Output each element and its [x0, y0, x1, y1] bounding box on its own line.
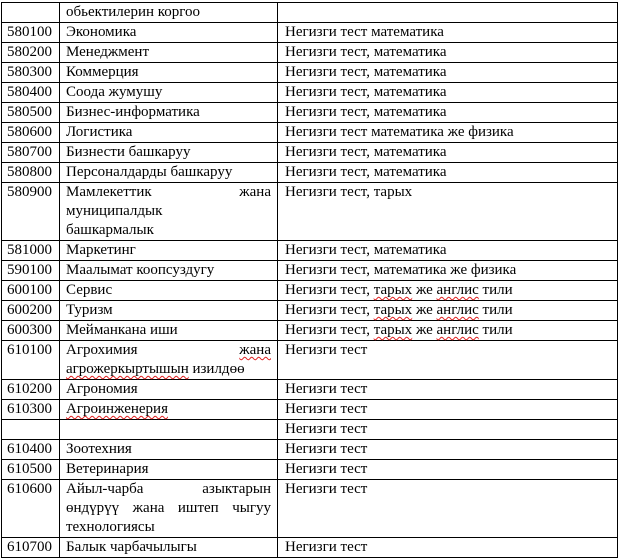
- text-segment: Негизги тест, математика же физика: [285, 262, 517, 278]
- text-segment: Персоналдарды башкаруу: [66, 164, 233, 180]
- name-line: [66, 380, 271, 399]
- requirement-cell: [278, 380, 618, 400]
- code-cell: [2, 3, 60, 23]
- table-row: [2, 380, 618, 400]
- text-segment: Негизги тест,: [285, 322, 374, 338]
- name-cell: [60, 400, 278, 420]
- text-segment: Бизнести башкаруу: [66, 144, 191, 160]
- name-line: [66, 63, 271, 82]
- text-segment: Негизги тест: [285, 401, 368, 417]
- misspelled-word: англис: [436, 322, 479, 338]
- text-segment: Экономика: [66, 24, 137, 40]
- misspelled-word: тарых: [373, 282, 413, 298]
- requirement-cell: [278, 83, 618, 103]
- text-segment: Маалымат коопсуздугу: [66, 262, 215, 278]
- requirement-cell: [278, 261, 618, 281]
- text-segment: Негизги тест,: [285, 302, 374, 318]
- requirement-cell: [278, 321, 618, 341]
- text-segment: Логистика: [66, 124, 133, 140]
- text-segment: Туризм: [66, 302, 113, 318]
- code-cell: 580200: [2, 43, 60, 63]
- requirement-cell: [278, 3, 618, 23]
- code-cell: 590100: [2, 261, 60, 281]
- name-line: [66, 460, 271, 479]
- misspelled-word: англис: [436, 302, 479, 318]
- text-segment: Негизги тест, математика: [285, 164, 447, 180]
- name-cell: [60, 538, 278, 558]
- text-segment: Ветеринария: [66, 461, 149, 477]
- text-segment: Негизги тест: [285, 421, 368, 437]
- text-segment: Маркетинг: [66, 242, 136, 258]
- name-cell: [60, 103, 278, 123]
- text-segment: же: [412, 282, 437, 298]
- code-cell: 581000: [2, 241, 60, 261]
- text-segment: Зоотехния: [66, 441, 132, 457]
- table-row: [2, 183, 618, 241]
- name-cell: [60, 301, 278, 321]
- code-cell: 600100: [2, 281, 60, 301]
- name-cell: [60, 143, 278, 163]
- text-segment: Негизги тест, тарых: [285, 184, 413, 200]
- text-segment: Бизнес-информатика: [66, 104, 200, 120]
- name-cell: [60, 83, 278, 103]
- name-line: [66, 341, 271, 360]
- text-segment: өндүрүү жана иштеп чыгуу: [66, 500, 271, 516]
- document-page: [0, 2, 618, 555]
- text-segment: Айыл-чарба азыктарын: [66, 481, 271, 497]
- text-segment: Коммерция: [66, 64, 139, 80]
- requirement-cell: [278, 420, 618, 440]
- text-segment: Мейманкана иши: [66, 322, 178, 338]
- requirement-cell: [278, 341, 618, 380]
- text-segment: тили: [478, 322, 513, 338]
- requirement-cell: [278, 241, 618, 261]
- name-line: [66, 261, 271, 280]
- code-cell: 580400: [2, 83, 60, 103]
- code-cell: 610700: [2, 538, 60, 558]
- name-cell: [60, 163, 278, 183]
- name-cell: [60, 241, 278, 261]
- table-row: [2, 163, 618, 183]
- table-row: [2, 321, 618, 341]
- name-line: [66, 83, 271, 102]
- requirement-cell: [278, 163, 618, 183]
- text-segment: Негизги тест математика же физика: [285, 124, 514, 140]
- text-segment: тили: [478, 282, 513, 298]
- text-segment: технологиясы: [66, 519, 155, 535]
- text-segment: Негизги тест: [285, 539, 368, 555]
- requirement-cell: [278, 301, 618, 321]
- code-cell: 600300: [2, 321, 60, 341]
- code-cell: 580900: [2, 183, 60, 241]
- code-cell: 580500: [2, 103, 60, 123]
- code-cell: 610500: [2, 460, 60, 480]
- name-line: [66, 123, 271, 142]
- table-row: [2, 23, 618, 43]
- text-segment: Негизги тест,: [285, 282, 374, 298]
- table-row: [2, 3, 618, 23]
- misspelled-word: тарых: [373, 302, 413, 318]
- text-segment: Негизги тест: [285, 441, 368, 457]
- name-cell: [60, 460, 278, 480]
- text-segment: Мамлекеттик жана: [66, 184, 271, 200]
- code-cell: 580300: [2, 63, 60, 83]
- text-segment: башкармалык: [66, 222, 154, 238]
- name-cell: [60, 341, 278, 380]
- code-cell: 610400: [2, 440, 60, 460]
- text-segment: Негизги тест: [285, 461, 368, 477]
- name-line: [66, 538, 271, 557]
- table-row: [2, 420, 618, 440]
- name-cell: [60, 321, 278, 341]
- requirement-cell: [278, 103, 618, 123]
- name-line: [66, 103, 271, 122]
- requirement-cell: [278, 538, 618, 558]
- misspelled-word: Агроинженерия: [66, 401, 168, 417]
- name-line: [66, 440, 271, 459]
- text-segment: Балык чарбачылыгы: [66, 539, 197, 555]
- text-segment: Негизги тест: [285, 342, 368, 358]
- code-cell: [2, 420, 60, 440]
- text-segment: изилдөө: [188, 361, 245, 377]
- requirement-cell: [278, 63, 618, 83]
- name-line: [66, 480, 271, 499]
- table-row: [2, 83, 618, 103]
- text-segment: муниципалдык: [66, 203, 163, 219]
- text-segment: Негизги тест, математика: [285, 242, 447, 258]
- name-cell: [60, 440, 278, 460]
- name-line: [66, 43, 271, 62]
- table-row: [2, 440, 618, 460]
- text-segment: Негизги тест: [285, 481, 368, 497]
- code-cell: 610300: [2, 400, 60, 420]
- name-cell: [60, 380, 278, 400]
- requirement-cell: [278, 23, 618, 43]
- text-segment: Негизги тест математика: [285, 24, 444, 40]
- name-cell: [60, 420, 278, 440]
- requirement-cell: [278, 460, 618, 480]
- requirement-cell: [278, 123, 618, 143]
- requirement-cell: [278, 480, 618, 538]
- name-line: [66, 221, 271, 240]
- name-line: [66, 301, 271, 320]
- text-segment: Сервис: [66, 282, 113, 298]
- text-segment: Негизги тест, математика: [285, 104, 447, 120]
- code-cell: 600200: [2, 301, 60, 321]
- code-cell: 610100: [2, 341, 60, 380]
- name-cell: [60, 183, 278, 241]
- table-row: [2, 241, 618, 261]
- misspelled-word: агрожеркыртышын: [66, 361, 189, 377]
- code-cell: 610600: [2, 480, 60, 538]
- table-row: [2, 103, 618, 123]
- code-cell: 580800: [2, 163, 60, 183]
- text-segment: тили: [478, 302, 513, 318]
- code-cell: 580100: [2, 23, 60, 43]
- name-line: [66, 499, 271, 518]
- table-row: [2, 261, 618, 281]
- name-line: [66, 163, 271, 182]
- table-row: [2, 43, 618, 63]
- text-segment: же: [412, 322, 437, 338]
- requirement-cell: [278, 43, 618, 63]
- name-cell: [60, 123, 278, 143]
- name-line: [66, 143, 271, 162]
- code-cell: 580600: [2, 123, 60, 143]
- text-segment: Агрономия: [66, 381, 138, 397]
- name-line: [66, 3, 271, 22]
- text-segment: Негизги тест, математика: [285, 144, 447, 160]
- name-line: [66, 321, 271, 340]
- misspelled-word: англис: [436, 282, 479, 298]
- specialties-table-body: [2, 3, 618, 558]
- name-line: [66, 23, 271, 42]
- requirement-cell: [278, 281, 618, 301]
- name-line: [66, 183, 271, 202]
- table-row: [2, 143, 618, 163]
- text-segment: Негизги тест, математика: [285, 64, 447, 80]
- table-row: [2, 123, 618, 143]
- table-row: [2, 538, 618, 558]
- table-row: [2, 301, 618, 321]
- text-segment: Менеджмент: [66, 44, 150, 60]
- text-segment: же: [412, 302, 437, 318]
- text-segment: Соода жумушу: [66, 84, 163, 100]
- name-line: [66, 202, 271, 221]
- name-cell: [60, 43, 278, 63]
- name-cell: [60, 480, 278, 538]
- misspelled-word: тарых: [373, 322, 413, 338]
- code-cell: 610200: [2, 380, 60, 400]
- text-segment: Негизги тест: [285, 381, 368, 397]
- table-row: [2, 400, 618, 420]
- text-segment: обьектилерин коргоо: [66, 4, 201, 20]
- name-line: [66, 360, 271, 379]
- name-line: [66, 400, 271, 419]
- name-line: [66, 281, 271, 300]
- requirement-cell: [278, 183, 618, 241]
- text-segment: Негизги тест, математика: [285, 44, 447, 60]
- name-line: [66, 241, 271, 260]
- table-row: [2, 460, 618, 480]
- requirement-cell: [278, 143, 618, 163]
- table-row: [2, 480, 618, 538]
- text-segment: Негизги тест, математика: [285, 84, 447, 100]
- misspelled-word: жана: [239, 342, 271, 358]
- name-cell: [60, 281, 278, 301]
- table-row: [2, 341, 618, 380]
- name-cell: [60, 261, 278, 281]
- requirement-cell: [278, 440, 618, 460]
- name-cell: [60, 63, 278, 83]
- specialties-table: [1, 2, 618, 558]
- name-cell: [60, 3, 278, 23]
- name-line: [66, 518, 271, 537]
- text-segment: Агрохимия: [66, 342, 240, 358]
- table-row: [2, 281, 618, 301]
- code-cell: 580700: [2, 143, 60, 163]
- table-row: [2, 63, 618, 83]
- name-cell: [60, 23, 278, 43]
- requirement-cell: [278, 400, 618, 420]
